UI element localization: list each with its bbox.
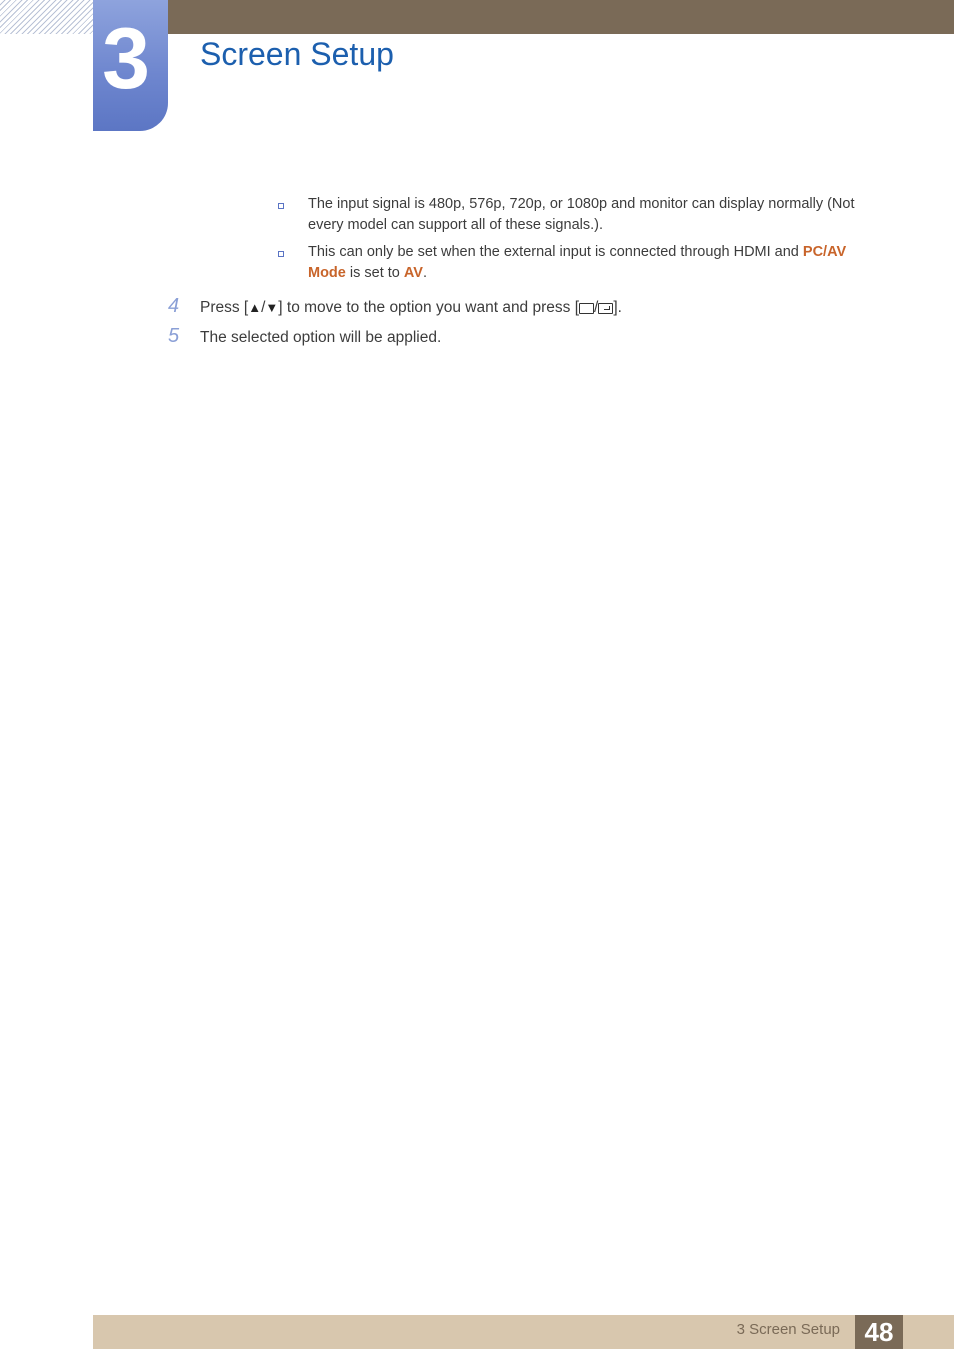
step-text-end: ]. — [613, 299, 622, 316]
corner-hatch-decoration — [0, 0, 93, 34]
enter-icon — [598, 303, 613, 314]
note-list — [276, 194, 876, 290]
key-separator: / — [594, 299, 599, 316]
step-number: 5 — [168, 325, 180, 347]
note-text-middle: is set to — [345, 265, 404, 281]
note-item-signal — [276, 194, 876, 236]
square-bullet-icon — [278, 203, 284, 209]
up-arrow-icon: ▲ — [248, 300, 262, 315]
chapter-title: Screen Setup — [200, 36, 394, 72]
menu-name-pcav-mode: PC/AV Mode — [308, 244, 847, 281]
chapter-tab — [93, 0, 168, 131]
footer-section-label: 3 Screen Setup — [736, 1321, 840, 1338]
note-text-before: This can only be set when the external input is connected through HDMI and — [308, 244, 803, 260]
square-bullet-icon — [278, 251, 284, 257]
header-bar — [168, 0, 954, 34]
step-text-press: Press [ — [200, 299, 249, 316]
note-item-condition — [276, 242, 876, 284]
note-text: The input signal is 480p, 576p, 720p, or 1080p and monitor can display normally (Not every model can support all of these signals.). — [308, 196, 855, 233]
menu-value-av: AV — [403, 265, 423, 281]
step-text — [200, 297, 622, 319]
step-number: 4 — [168, 295, 180, 317]
step-text: The selected option will be applied. — [200, 329, 442, 346]
chapter-number: 3 — [102, 11, 150, 107]
note-text-after: . — [422, 265, 427, 281]
key-separator: / — [261, 299, 266, 316]
down-arrow-icon: ▼ — [265, 300, 279, 315]
step-text-middle: ] to move to the option you want and press [ — [278, 299, 580, 316]
page-number: 48 — [855, 1315, 903, 1349]
monitor-icon — [579, 303, 594, 314]
